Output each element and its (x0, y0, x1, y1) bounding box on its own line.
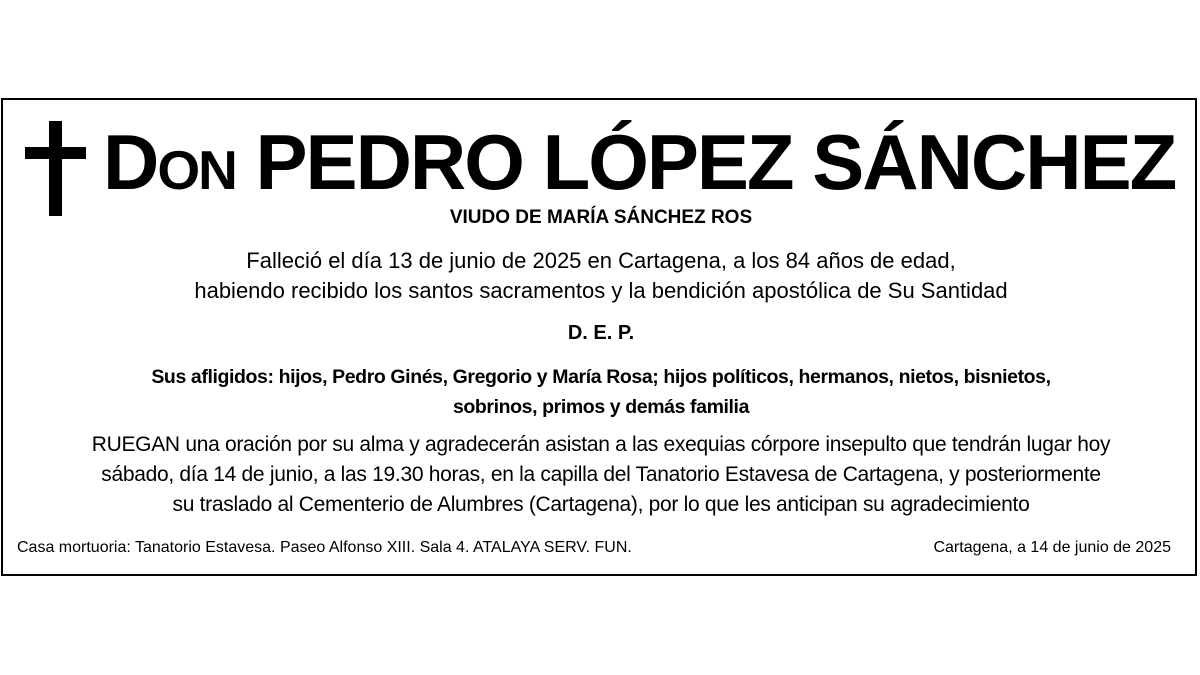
death-line-2: habiendo recibido los santos sacramentos y la bendición apostólica de Su Santidad (194, 278, 1008, 303)
obituary-notice (1, 98, 1197, 576)
request-line-1: RUEGAN una oración por su alma y agradecerán asistan a las exequias córpore insepulto que tendrán lugar hoy (91, 433, 1111, 456)
request-line-3: su traslado al Cementerio de Alumbres (Cartagena), por lo que les anticipan su agradecimiento (172, 493, 1030, 516)
widower-subtitle: VIUDO DE MARÍA SÁNCHEZ ROS (449, 207, 753, 228)
mourners-line-2: sobrinos, primos y demás familia (452, 396, 750, 418)
name-main: PEDRO LÓPEZ SÁNCHEZ (255, 118, 1176, 206)
deceased-name (103, 114, 1176, 210)
dep-text: D. E. P. (567, 322, 635, 344)
name-prefix: Don (103, 118, 236, 206)
cross-icon (25, 121, 86, 216)
funeral-home-info: Casa mortuoria: Tanatorio Estavesa. Paseo Alfonso XIII. Sala 4. ATALAYA SERV. FUN. (17, 539, 632, 556)
death-line-1: Falleció el día 13 de junio de 2025 en Cartagena, a los 84 años de edad, (246, 248, 956, 273)
request-line-2: sábado, día 14 de junio, a las 19.30 horas, en la capilla del Tanatorio Estavesa de Cartagena, y posteriormente (101, 463, 1101, 486)
mourners-line-1: Sus afligidos: hijos, Pedro Ginés, Gregorio y María Rosa; hijos políticos, hermanos, nietos, bisnietos, (151, 366, 1051, 388)
place-date: Cartagena, a 14 de junio de 2025 (933, 539, 1171, 556)
